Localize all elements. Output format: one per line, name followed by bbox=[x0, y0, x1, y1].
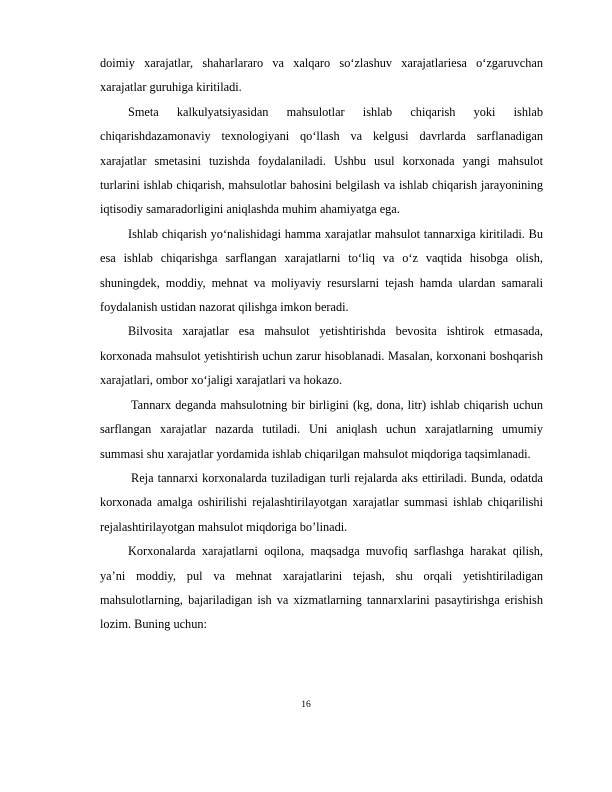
paragraph-continuation: doimiy xarajatlar, shaharlararo va xalqaro so‘zlashuv xarajatlariesa o‘zgaruvchan xarajatlar guruhiga kiritiladi. bbox=[100, 56, 543, 95]
paragraph-ishlab-chiqarish: Ishlab chiqarish yo‘nalishidagi hamma xarajatlar mahsulot tannarxiga kiritiladi. Bu esa ishlab chiqarishga sarflangan xarajatlarni to‘liq va o‘z vaqtida hisobga olish, shuningdek, moddiy, mehnat va moliyaviy resurslarni tejash hamda ulardan samarali foydalanish ustidan nazorat qilishga imkon beradi. bbox=[100, 226, 543, 315]
page-number: 16 bbox=[301, 700, 311, 710]
document-page bbox=[100, 51, 543, 637]
paragraph-tannarx: Tannarx deganda mahsulotning bir birligini (kg, dona, litr) ishlab chiqarish uchun sarflangan xarajatlar nazarda tutiladi. Uni aniqlash uchun xarajatlarning umumiy summasi shu xarajatlar yordamida ishlab chiqarilgan mahsulot miqdoriga taqsimlanadi. bbox=[100, 397, 543, 461]
paragraph-reja-tannarxi: Reja tannarxi korxonalarda tuziladigan turli rejalarda aks ettiriladi. Bunda, odatda korxonada amalga oshirilishi rejalashtirilayotgan xarajatlar summasi ishlab chiqarilishi rejalashtirilayotgan mahsulot miqdoriga bo’linadi. bbox=[100, 470, 543, 534]
paragraph-bilvosita: Bilvosita xarajatlar esa mahsulot yetishtirishda bevosita ishtirok etmasada, korxonada mahsulot yetishtirish uchun zarur hisoblanadi. Masalan, korxonani boshqarish xarajatlari, ombor xo‘jaligi xarajatlari va hokazo. bbox=[100, 324, 543, 388]
paragraph-smeta: Smeta kalkulyatsiyasidan mahsulotlar ishlab chiqarish yoki ishlab chiqarishdazamonaviy texnologiyani qo‘llash va kelgusi davrlarda sarflanadigan xarajatlar smetasini tuzishda foydalaniladi. Ushbu usul korxonada yangi mahsulot turlarini ishlab chiqarish, mahsulotlar bahosini belgilash va ishlab chiqarish jarayonining iqtisodiy samaradorligini aniqlashda muhim ahamiyatga ega. bbox=[100, 104, 543, 217]
paragraph-korxonalarda: Korxonalarda xarajatlarni oqilona, maqsadga muvofiq sarflashga harakat qilish, ya’ni moddiy, pul va mehnat xarajatlarini tejash, shu orqali yetishtiriladigan mahsulotlarning, bajariladigan ish va xizmatlarning tannarxlarini pasaytirishga erishish lozim. Buning uchun: bbox=[100, 544, 543, 632]
